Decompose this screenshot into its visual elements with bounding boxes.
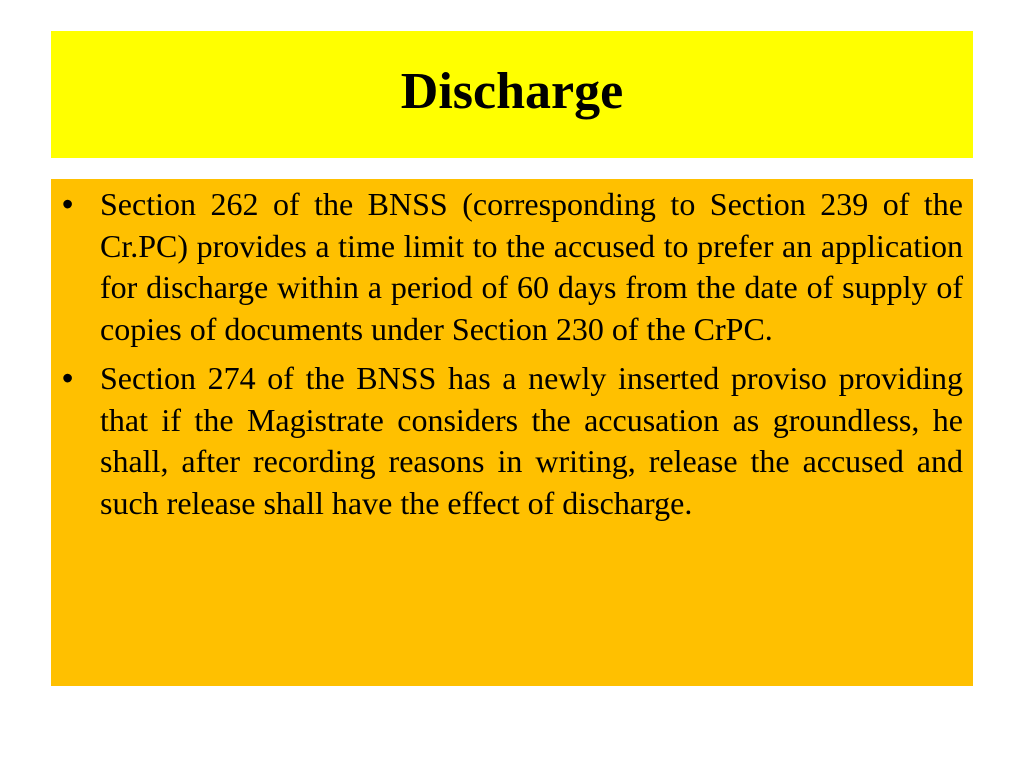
bullet-list xyxy=(51,184,963,532)
list-item xyxy=(51,358,963,524)
bullet-text: Section 262 of the BNSS (corresponding to Section 239 of the Cr.PC) provides a time limit to the accused to prefer an application for discharge within a period of 60 days from the date of supply of copies of documents under Section 230 of the CrPC. xyxy=(100,186,963,347)
bullet-dot-icon: • xyxy=(62,360,74,396)
content-panel xyxy=(51,179,973,686)
bullet-text: Section 274 of the BNSS has a newly inserted proviso providing that if the Magistrate considers the accusation as groundless, he shall, after recording reasons in writing, release the accused and such release shall have the effect of discharge. xyxy=(100,360,963,521)
bullet-dot-icon: • xyxy=(62,186,74,222)
list-item xyxy=(51,184,963,350)
title-banner xyxy=(51,31,973,158)
page-title: Discharge xyxy=(400,62,624,120)
